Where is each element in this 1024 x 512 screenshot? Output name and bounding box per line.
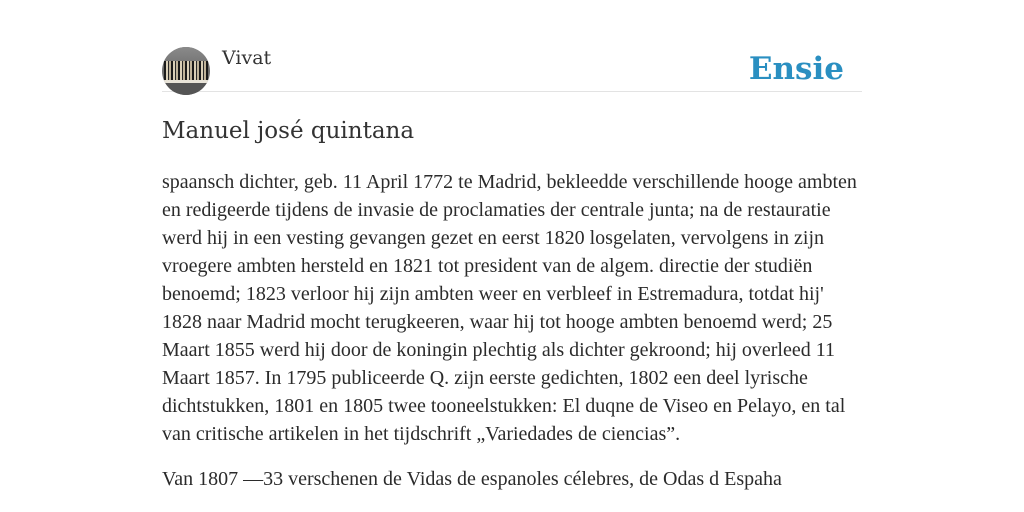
article-paragraph: spaansch dichter, geb. 11 April 1772 te Madrid, bekleedde verschillende hooge ambten en redigeerde tijdens de invasie de proclamaties der centrale junta; na de restauratie werd hij in een vesting gevangen gezet en eerst 1820 losgelaten, vervolgens in zijn vroegere ambten hersteld en 1821 tot president van de algem. directie der studiën benoemd; 1823 verloor hij zijn ambten weer en verbleef in Estremadura, totdat hij' 1828 naar Madrid mocht terugkeeren, waar hij tot hooge ambten benoemd werd; 25 Maart 1855 werd hij door de koningin plechtig als dichter gekroond; hij overleed 11 Maart 1857. In 1795 publiceerde Q. zijn eerste gedichten, 1802 een deel lyrische dichtstukken, 1801 en 1805 twee tooneelstukken: El duqne de Viseo en Pelayo, en tal van critische artikelen in het tijdschrift „Variedades de ciencias”. [162,171,857,445]
article-paragraph: Van 1807 —33 verschenen de Vidas de espanoles célebres, de Odas d Espaha [162,468,782,490]
brand-logo[interactable]: Ensie [748,51,844,87]
article-body [162,168,862,510]
page-container [162,0,862,490]
avatar-books [164,61,208,81]
header [162,0,862,92]
bookshelf-avatar-icon[interactable] [162,47,210,95]
article-title: Manuel josé quintana [162,118,415,144]
author-name[interactable]: Vivat [222,47,272,69]
avatar-base [162,83,210,95]
